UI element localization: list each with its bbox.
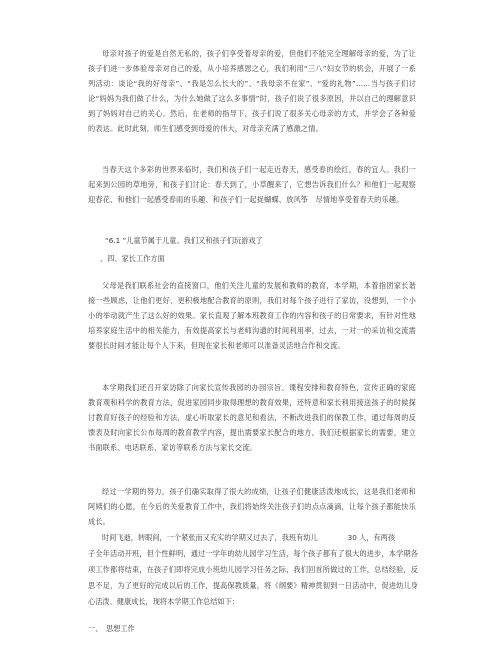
paragraph-parent-meetings: 本学期我们还召开家访除了向家长宣传我园的办园宗旨、课程安排和教育特色，宣传正确的家庭教育观和科学的教育方法，促进家园同步取得理想的教育效果，还特意和家长利用接送孩子的时候探讨教育好孩子的经验和方法，虚心听取家长的意见和看法，不断改进我们的保教工作，通过每周的反馈表及时向家长公布每周的教育教学内容，提出需要家长配合的地方，我们还根据家长的需要，建立书面联系、电话联系、家访等联系方法与家长交流。: [88, 383, 416, 452]
section-heading-ideological-work: 一、 思想工作: [88, 624, 135, 633]
paragraph-spring: 当春天这个多彩的世界来临时，我们和孩子们一起走近春天，感受春的绘红，春的宜人。我们一起来到公园的草地旁，和孩子们讨论：春天到了，小草醒来了，它想告诉我们什么？和他们一起观察迎春花、和他们一起感受春雨的乐趣、和孩子们一起捉蝴蝶、放风筝 尽情地享受着春天的乐趣。: [88, 165, 416, 204]
paragraph-childrens-day: “6.1 ”儿童节属于儿童。我们又和孩子们玩游戏了: [105, 236, 263, 245]
paragraph-mothers-love: 母亲对孩子的爱是自然无私的，孩子们享受着母亲的爱，但他们不能完全理解母亲的爱，为了让孩子们进一步体验母亲对自己的爱，从小培养感恩之心，我们利用“三八”妇女节的机会，开展了一系列活动：谈论“我的好母亲”、“我是怎么长大的”、“我母亲不在家”、“爱的礼物”……当与孩子们讨论“妈妈为我们做了什么，为什么她做了这么多事情”时，孩子们说了很多原因，并以自己的理解意识到了妈妈对自己的关心。然后，在老师的指导下，孩子们说了很多关心母亲的方式，并学会了各种爱的表达。此时此刻，师生们感受到母爱的伟大，对母亲充满了感激之情。: [88, 49, 416, 133]
paragraph-semester-summary: [88, 530, 418, 610]
summary-body: 子全年活动开班，但个性鲜明，通过一学年的幼儿园学习生活，每个孩子都有了很大的进步，本学期各项工作都将结束，在孩子们即将完成小班幼儿园学习任务之际，我们回首所做过的工作，总结经验，反思不足，为了更好的完成以后的工作，提高保教质量，将《纲要》精神贯彻到一日活动中，促进幼儿身心活泼、健康成长，现将本学期工作总结如下：: [88, 549, 418, 606]
summary-class-size: 30 人，有两孩: [347, 533, 396, 542]
paragraph-semester-results: 经过一学期的努力，孩子们确实取得了很大的成绩，让孩子们健康活泼地成长，这是我们老师和阿姨们的心愿，在今后的关爱教育工作中，我们将始终关注孩子们的点点滴滴，让每个孩子都能快乐成长。: [88, 487, 416, 526]
summary-first-line: 时间飞逝，转眼间，一个紧张而又充实的学期又过去了，我班有幼儿: [102, 533, 318, 542]
paragraph-home-visits: 父母是我们联系社会的直接窗口，他们关注儿童的发展和教师的教育，本学期，本着指团家长谐接一些顾虑，让他们更好、更积极地配合教育的原则，我们对每个孩子进行了家访，没想到，一个小小的举动就产生了这么好的效果。家长直观了解本班教育工作的内容和孩子的日常要求，有针对性地培养家庭生活中的相关能力，有效提高家长与老师沟通的时间利用率，过去，一对一的采访和交流需要很长时间才能让每个人下来，但现在家长和老师可以准备灵活地合作和交流。: [88, 281, 416, 350]
section-heading-parents-work: 、四、家长工作方面: [100, 254, 165, 263]
